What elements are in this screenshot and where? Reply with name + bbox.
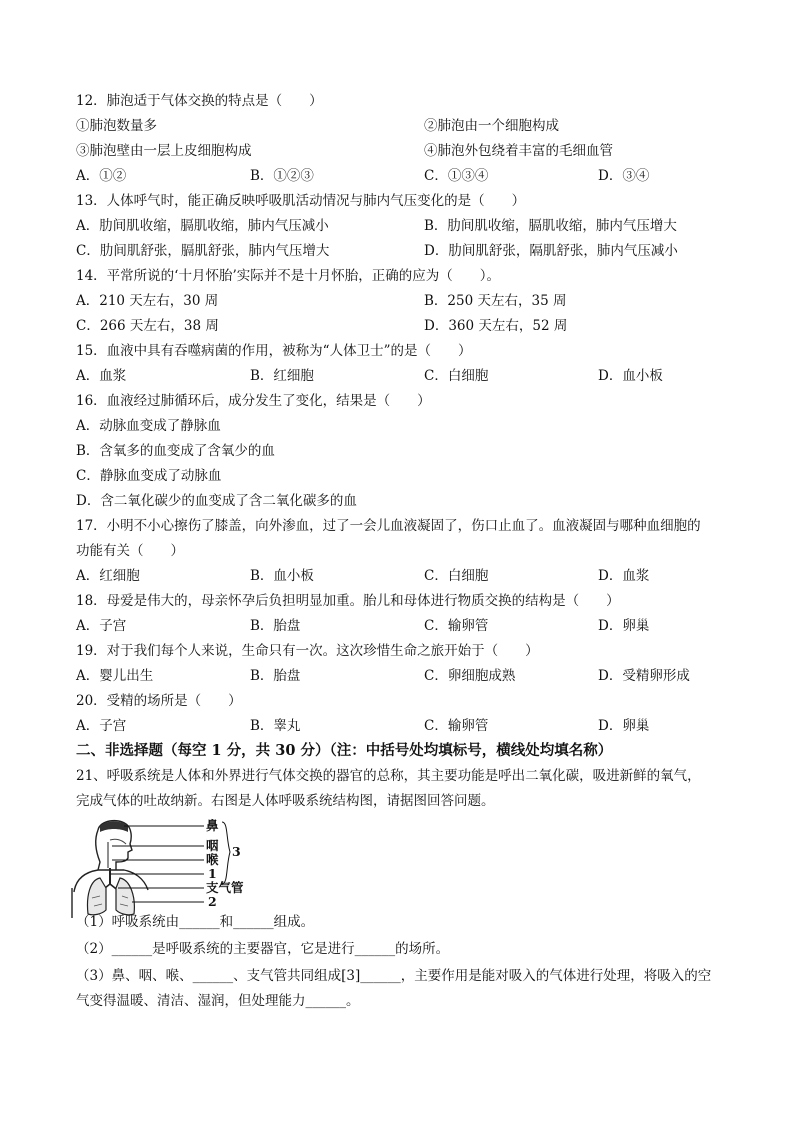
- q17-option-b[interactable]: B．血小板: [250, 568, 314, 584]
- q12-statement-2: ②肺泡由一个细胞构成: [424, 118, 559, 134]
- q21-part-1: （1）呼吸系统由______和______组成。: [76, 914, 315, 930]
- label-3: 3: [232, 844, 241, 859]
- q20-option-a[interactable]: A．子宫: [76, 718, 127, 734]
- label-larynx: 喉: [206, 852, 219, 867]
- q14-option-a[interactable]: A．210 天左右，30 周: [76, 293, 219, 309]
- q16-option-d[interactable]: D．含二氧化碳少的血变成了含二氧化碳多的血: [76, 493, 357, 509]
- q14-option-d[interactable]: D．360 天左右，52 周: [424, 318, 568, 334]
- q21-part-3-continued: 气变得温暖、清洁、湿润，但处理能力______。: [76, 993, 360, 1009]
- q21-stem-continued: 完成气体的吐故纳新。右图是人体呼吸系统结构图，请据图回答问题。: [76, 793, 495, 809]
- q18-option-c[interactable]: C．输卵管: [424, 618, 489, 634]
- q20-option-b[interactable]: B．睾丸: [250, 718, 301, 734]
- q21-part-3: （3）鼻、咽、喉、______、支气管共同组成[3]______，主要作用是能对吸入的气体进行处理，将吸入的空: [76, 968, 712, 984]
- q17-stem-continued: 功能有关（ ）: [76, 543, 184, 559]
- q13-option-b[interactable]: B．肋间肌收缩，膈肌收缩，肺内气压增大: [424, 218, 677, 234]
- q16-stem: 16．血液经过肺循环后，成分发生了变化，结果是（ ）: [76, 393, 431, 409]
- label-nose: 鼻: [206, 818, 219, 833]
- back-of-head: [96, 830, 100, 870]
- q13-option-c[interactable]: C．肋间肌舒张，膈肌舒张，肺内气压增大: [76, 243, 330, 259]
- q20-option-c[interactable]: C．输卵管: [424, 718, 489, 734]
- q19-option-a[interactable]: A．婴儿出生: [76, 668, 154, 684]
- q18-stem: 18．母爱是伟大的，母亲怀孕后负担明显加重。胎儿和母体进行物质交换的结构是（ ）: [76, 593, 620, 609]
- q14-option-c[interactable]: C．266 天左右，38 周: [76, 318, 219, 334]
- nasal-cavity: [110, 839, 126, 844]
- q14-stem: 14．平常所说的‘十月怀胎’实际并不是十月怀胎，正确的应为（ ）。: [76, 268, 501, 284]
- q12-option-d[interactable]: D．③④: [598, 168, 650, 184]
- q12-option-a[interactable]: A．①②: [76, 168, 127, 184]
- section-heading: 二、非选择题（每空 1 分，共 30 分）（注：中括号处均填标号，横线处均填名称）: [76, 742, 613, 759]
- q19-option-b[interactable]: B．胎盘: [250, 668, 301, 684]
- q13-stem: 13．人体呼气时，能正确反映呼吸肌活动情况与肺内气压变化的是（ ）: [76, 193, 526, 209]
- q12-statement-1: ①肺泡数量多: [76, 118, 157, 134]
- q15-option-c[interactable]: C．白细胞: [424, 368, 489, 384]
- right-lung: [116, 878, 134, 915]
- q20-stem: 20．受精的场所是（ ）: [76, 693, 242, 709]
- q12-stem: 12．肺泡适于气体交换的特点是（ ）: [76, 93, 323, 109]
- q16-option-b[interactable]: B．含氧多的血变成了含氧少的血: [76, 443, 275, 459]
- label-pharynx: 咽: [206, 838, 219, 853]
- q12-option-b[interactable]: B．①②③: [250, 168, 314, 184]
- respiratory-diagram: [70, 818, 250, 918]
- q19-option-d[interactable]: D．受精卵形成: [598, 668, 690, 684]
- q19-stem: 19．对于我们每个人来说，生命只有一次。这次珍惜生命之旅开始于（ ）: [76, 643, 539, 659]
- q17-option-c[interactable]: C．白细胞: [424, 568, 489, 584]
- q21-part-2: （2）______是呼吸系统的主要器官，它是进行______的场所。: [76, 941, 450, 957]
- q15-option-a[interactable]: A．血浆: [76, 368, 127, 384]
- brace-shape: [222, 822, 230, 884]
- q16-option-c[interactable]: C．静脉血变成了动脉血: [76, 468, 222, 484]
- q21-stem: 21、呼吸系统是人体和外界进行气体交换的器官的总称，其主要功能是呼出二氧化碳，吸进新鲜的氧气，: [76, 768, 701, 784]
- q18-option-b[interactable]: B．胎盘: [250, 618, 301, 634]
- q15-option-b[interactable]: B．红细胞: [250, 368, 314, 384]
- q13-option-d[interactable]: D．肋间肌舒张，隔肌舒张，肺内气压减小: [424, 243, 678, 259]
- q13-option-a[interactable]: A．肋间肌收缩，膈肌收缩，肺内气压减小: [76, 218, 329, 234]
- q12-statement-3: ③肺泡壁由一层上皮细胞构成: [76, 143, 252, 159]
- q18-option-d[interactable]: D．卵巢: [598, 618, 650, 634]
- left-lung: [88, 878, 107, 915]
- q15-option-d[interactable]: D．血小板: [598, 368, 663, 384]
- label-bronchus: 支气管: [206, 880, 244, 895]
- q16-option-a[interactable]: A．动脉血变成了静脉血: [76, 418, 221, 434]
- label-1: 1: [208, 866, 217, 881]
- q12-option-c[interactable]: C．①③④: [424, 168, 489, 184]
- q17-option-a[interactable]: A．红细胞: [76, 568, 140, 584]
- q18-option-a[interactable]: A．子宫: [76, 618, 127, 634]
- q15-stem: 15．血液中具有吞噬病菌的作用，被称为“人体卫士”的是（ ）: [76, 343, 472, 359]
- q17-option-d[interactable]: D．血浆: [598, 568, 650, 584]
- q12-statement-4: ④肺泡外包绕着丰富的毛细血管: [424, 143, 613, 159]
- label-2: 2: [208, 894, 217, 909]
- q19-option-c[interactable]: C．卵细胞成熟: [424, 668, 516, 684]
- q17-stem: 17．小明不小心擦伤了膝盖，向外渗血，过了一会儿血液凝固了，伤口止血了。血液凝固与哪种血细胞的: [76, 518, 701, 534]
- q14-option-b[interactable]: B．250 天左右，35 周: [424, 293, 567, 309]
- q20-option-d[interactable]: D．卵巢: [598, 718, 650, 734]
